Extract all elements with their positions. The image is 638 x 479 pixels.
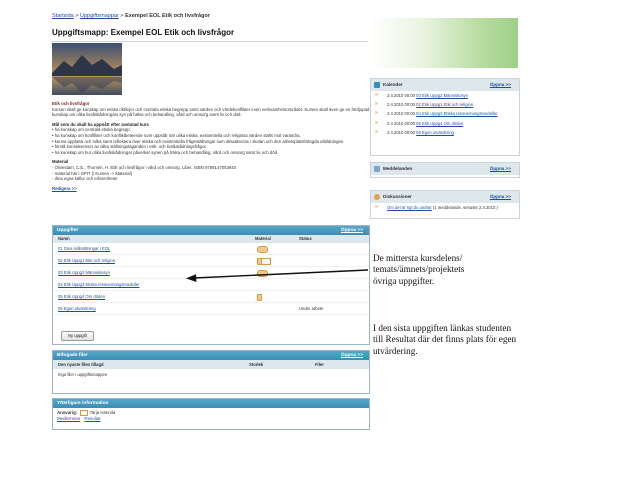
calendar-date: 2.4.2010 <box>387 120 404 126</box>
column-header-newest-file: Den nyaste filen tillagd <box>58 362 104 367</box>
double-chevron-icon: » <box>375 204 378 210</box>
calendar-time: 00:00 <box>404 120 415 126</box>
discussions-title: Diskussioner <box>383 194 412 199</box>
breadcrumb-folders-link[interactable]: Uppgiftsmappar <box>80 13 119 19</box>
messages-open-link[interactable]: Öppna >> <box>489 166 511 171</box>
goal-item: • förstå konsekvenser av olika ställningstaganden i etik- och livsåskådningsfrågor. <box>52 144 207 150</box>
material-item: - Olivestam, C.E., Thorsén, H. Etik och livsfrågor i vård och omsorg. Liber. ISBN 9789147053940 <box>52 164 237 170</box>
material-item: - material här i OPIT (i Kursen -> Material) <box>52 170 133 176</box>
results-link[interactable]: Resultat <box>84 416 101 422</box>
task-link[interactable]: 03 Etik Uppg2 Människosyn <box>58 270 110 275</box>
calendar-event-link[interactable]: 03 Etik Uppg2 Människosyn <box>416 93 469 98</box>
calendar-event-link[interactable]: 05 Etik Uppg4 Om döden <box>416 120 464 126</box>
calendar-event-link[interactable]: 02 Etik Uppg1 Etik och religion <box>416 102 474 108</box>
discussion-meta: (1 meddelande, senaste 2.4.2010 ) <box>432 205 498 210</box>
material-heading: Material <box>52 159 69 165</box>
double-chevron-icon: » <box>375 92 378 98</box>
calendar-event-link[interactable]: 06 Egen utvärdering <box>416 129 454 135</box>
task-link[interactable]: 04 Etik Uppg3 Etiska resonemangsmodeller <box>58 282 140 287</box>
members-link[interactable]: Medlemmar <box>57 416 81 422</box>
page-title: Uppgiftsmapp: Exempel EOL Etik och livsfrågor <box>52 28 235 37</box>
tasks-panel-title: Uppgifter <box>57 228 79 233</box>
column-header-name: Namn <box>58 236 70 241</box>
calendar-time: 00:00 <box>404 102 415 108</box>
goal-item: • kunna uppfatta och tolka samt reflektera över etiska och existentiella frågeställningar som aktualiseras i skolan och den arbetsplatsförlagda utbildningen. <box>52 138 345 144</box>
info-panel-title: Ytterligare information <box>57 401 109 406</box>
calendar-date: 2.4.2010 <box>387 102 404 108</box>
calendar-time: 00:00 <box>404 111 415 117</box>
calendar-date: 2.4.2010 <box>387 93 404 98</box>
double-chevron-icon: » <box>375 119 378 126</box>
calendar-date: 2.4.2010 <box>387 111 404 117</box>
breadcrumb-separator: > <box>75 13 79 19</box>
description-intro: Kursen skall ge kunskap om etiska riktlinjer och centrala etiska begrepp samt värden och värdekonflikter inom verksamhetsområdet. Kursen skall även ge en fördjupad kunskap om olika livsåskådningars syn på hälsa och behandling, vård och omsorg samt liv och död. <box>52 106 370 118</box>
material-item: - dina egna källor och erfarenheter <box>52 176 118 182</box>
annotation-arrow-line <box>194 270 368 278</box>
breadcrumb-home-link[interactable]: Startsida <box>52 13 74 19</box>
column-header-material: Material <box>255 236 271 241</box>
goal-item: • ha kunskap om konflikter och konfliktbeteende som uppstår när olika etiska, existentiella och religiösa värden ställs mot varandra. <box>52 132 301 138</box>
goal-item: • ha kunskap om centrala etiska begrepp. <box>52 127 131 133</box>
discussion-link[interactable]: Om det är ngt du undrar <box>387 205 432 210</box>
task-link[interactable]: 06 Egen utvärdering <box>58 306 96 311</box>
calendar-time: 00:00 <box>404 93 415 98</box>
goal-item: • ha kunskap om hur olika livsåskådningar påverkar synen på hälsa och behandling, vård och omsorg samt liv och död. <box>52 149 279 155</box>
breadcrumb-separator: > <box>120 13 124 19</box>
task-link[interactable]: 05 Etik Uppg4 Om döden <box>58 294 106 299</box>
calendar-open-link[interactable]: Öppna >> <box>489 82 511 87</box>
annotation-note-last-task <box>373 323 613 357</box>
calendar-date: 2.4.2010 <box>387 129 404 135</box>
files-empty-message: Inga filer i uppgiftsmappen <box>58 372 108 377</box>
files-open-link[interactable]: Öppna >> <box>340 353 363 358</box>
annotation-note-last-task-text: I den sista uppgiften länkas studenten till Resultat där det finns plats för egen utvärdering. <box>373 323 517 356</box>
annotation-arrow-head <box>186 274 196 282</box>
responsible-label: Ansvarig: <box>57 410 78 416</box>
task-link[interactable]: 01 Dina målsättningar i EOL <box>58 246 111 251</box>
annotation-note-tasks <box>373 253 573 287</box>
column-header-status: Status <box>299 236 312 241</box>
description-heading: Etik och livsfrågor <box>52 101 90 106</box>
double-chevron-icon: » <box>375 110 378 117</box>
annotation-note-tasks-text: De mittersta kursdelens/ temats/ämnets/projektets övriga uppgifter. <box>373 253 465 286</box>
double-chevron-icon: » <box>375 101 378 108</box>
calendar-time: 00:00 <box>404 129 415 135</box>
goals-heading: Mål som du skall ha uppnått efter avslutad kurs <box>52 121 149 127</box>
breadcrumb-current: Exempel EOL Etik och livsfrågor <box>125 13 210 19</box>
discussions-open-link[interactable]: Öppna >> <box>489 194 511 199</box>
tasks-open-link[interactable]: Öppna >> <box>340 228 363 233</box>
files-panel-title: Bifogade filer <box>57 353 88 358</box>
column-header-files: Filer <box>315 362 324 367</box>
responsible-name: Tarja Hannila <box>89 410 116 416</box>
edit-link[interactable]: Redigera >> <box>52 185 77 191</box>
column-header-size: Storlek <box>249 362 264 367</box>
messages-title: Meddelanden <box>383 166 413 171</box>
double-chevron-icon: » <box>375 128 378 135</box>
new-task-button[interactable]: Ny uppgift <box>61 331 94 341</box>
task-link[interactable]: 02 Etik Uppg1 Etik och religion <box>58 258 116 263</box>
task-status: Under arbete <box>299 306 324 311</box>
calendar-title: Kalender <box>383 82 403 87</box>
calendar-event-link[interactable]: 04 Etik Uppg3 Etiska resonemangsmodeller <box>416 111 498 117</box>
